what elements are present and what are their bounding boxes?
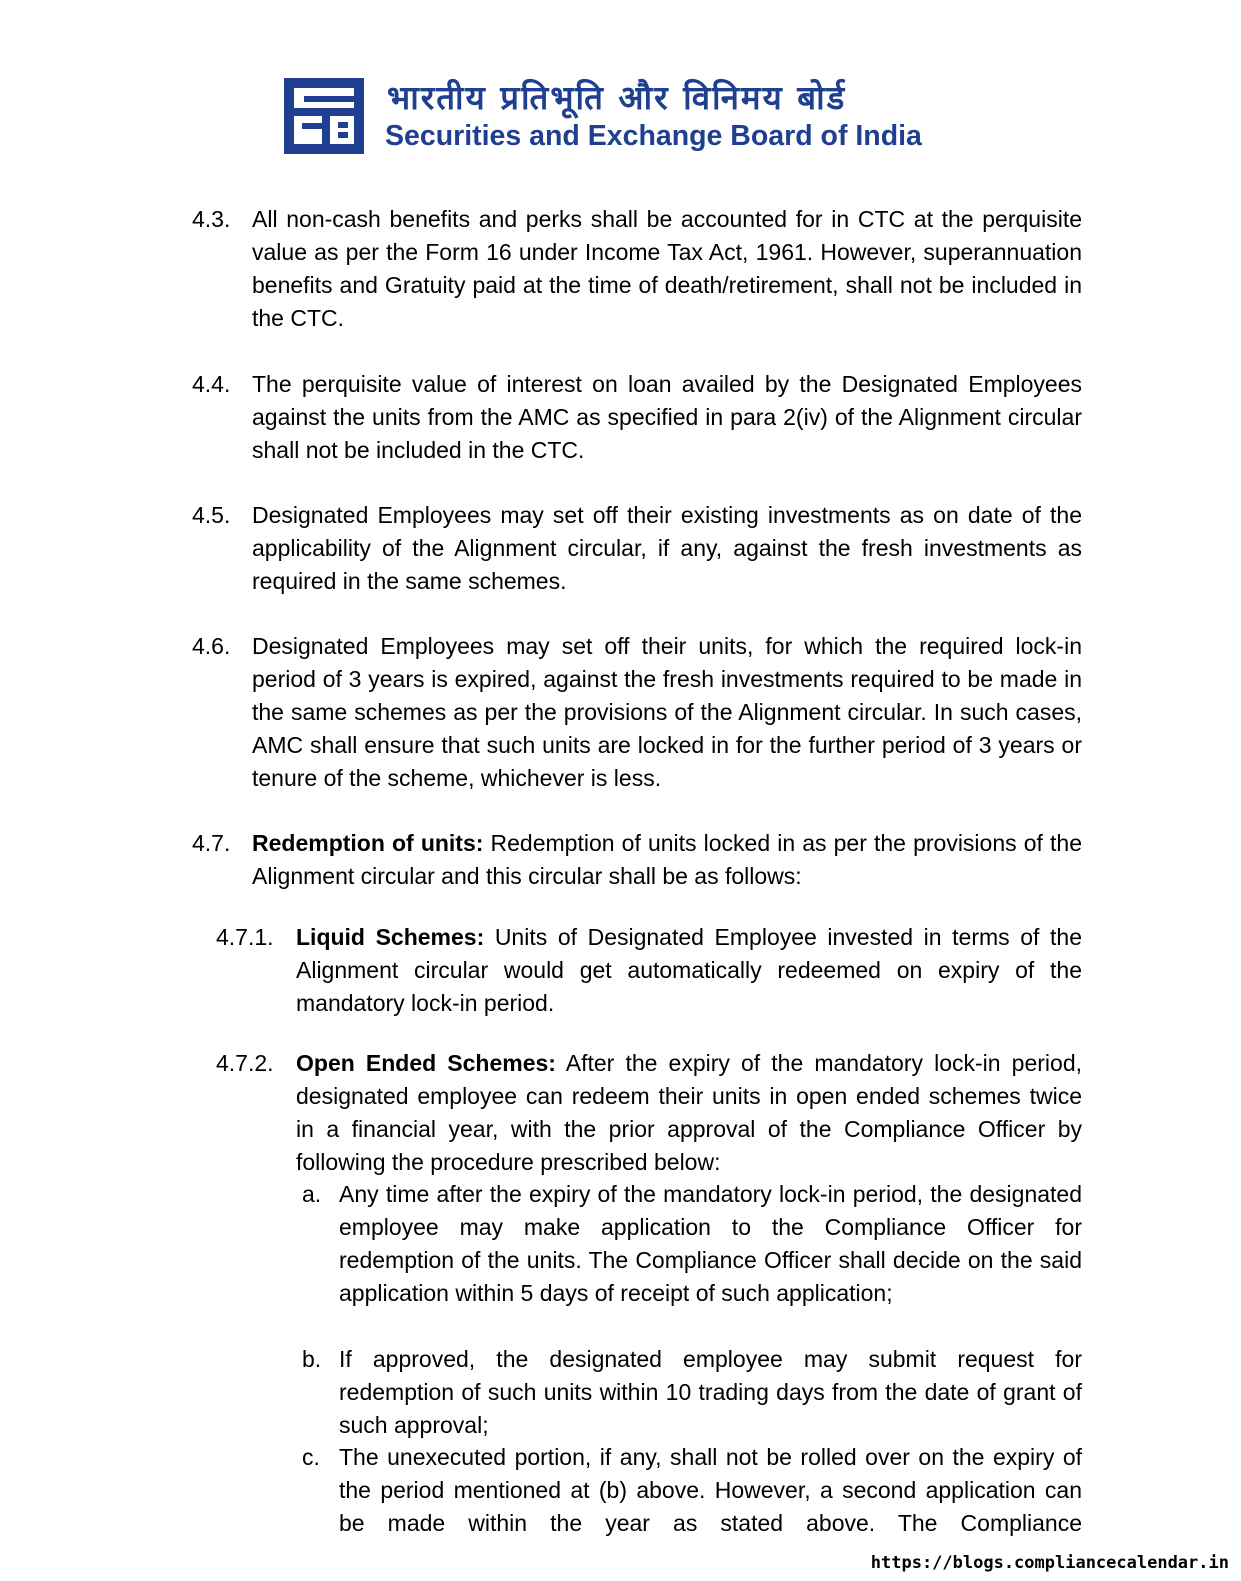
paragraph-body: Redemption of units locked in as per the provisions of the Alignment circular and this circular shall be as follows: [252, 830, 1082, 889]
paragraph-heading: Open Ended Schemes: [296, 1050, 556, 1076]
paragraph-heading: Redemption of units: [252, 830, 484, 856]
hindi-title: भारतीय प्रतिभूति और विनिमय बोर्ड [387, 78, 847, 117]
letterhead [284, 74, 964, 160]
paragraph-number: 4.7. [192, 830, 231, 856]
list-marker: c. [302, 1444, 320, 1470]
list-marker: a. [302, 1181, 322, 1207]
sebi-logo [284, 76, 364, 156]
paragraph-number: 4.4. [192, 371, 231, 397]
paragraph-text: The perquisite value of interest on loan availed by the Designated Employees against the units from the AMC as specified in para 2(iv) of the Alignment circular shall not be included in the CTC. [252, 371, 1082, 463]
paragraph-body: Units of Designated Employee invested in terms of the Alignment circular would get automatically redeemed on expiry of the mandatory lock-in period. [296, 924, 1082, 1016]
list-item-text: The unexecuted portion, if any, shall not be rolled over on the expiry of the period mentioned at (b) above. However, a second application can be made within the year as stated above. The Compliance [339, 1444, 1082, 1536]
paragraph-number: 4.3. [192, 206, 231, 232]
paragraph-text: All non-cash benefits and perks shall be accounted for in CTC at the perquisite value as per the Form 16 under Income Tax Act, 1961. However, superannuation benefits and Gratuity paid at the time of death/retirement, shall not be included in the CTC. [252, 206, 1082, 331]
english-title: Securities and Exchange Board of India [385, 120, 922, 152]
list-item-text: Any time after the expiry of the mandatory lock-in period, the designated employee may make application to the Compliance Officer for redemption of the units. The Compliance Officer shall decide on the said application within 5 days of receipt of such application; [339, 1181, 1082, 1306]
paragraph-text [252, 827, 1082, 893]
paragraph-text: Designated Employees may set off their units, for which the required lock-in period of 3 years is expired, against the fresh investments required to be made in the same schemes as per the provisions of the Alignment circular. In such cases, AMC shall ensure that such units are locked in for the further period of 3 years or tenure of the scheme, whichever is less. [252, 633, 1082, 791]
paragraph-number: 4.7.2. [216, 1050, 274, 1076]
list-item-text: If approved, the designated employee may submit request for redemption of such units within 10 trading days from the date of grant of such approval; [339, 1346, 1082, 1438]
paragraph-number: 4.7.1. [216, 924, 274, 950]
footer-url: https://blogs.compliancecalendar.in [870, 1553, 1229, 1573]
list-marker: b. [302, 1346, 322, 1372]
paragraph-text [296, 1047, 1082, 1179]
paragraph-heading: Liquid Schemes: [296, 924, 485, 950]
paragraph-text [296, 921, 1082, 1020]
paragraph-text: Designated Employees may set off their existing investments as on date of the applicability of the Alignment circular, if any, against the fresh investments as required in the same schemes. [252, 502, 1082, 594]
paragraph-body: After the expiry of the mandatory lock-in period, designated employee can redeem their units in open ended schemes twice in a financial year, with the prior approval of the Compliance Officer by following the procedure prescribed below: [296, 1050, 1082, 1175]
paragraph-number: 4.6. [192, 633, 231, 659]
paragraph-number: 4.5. [192, 502, 231, 528]
